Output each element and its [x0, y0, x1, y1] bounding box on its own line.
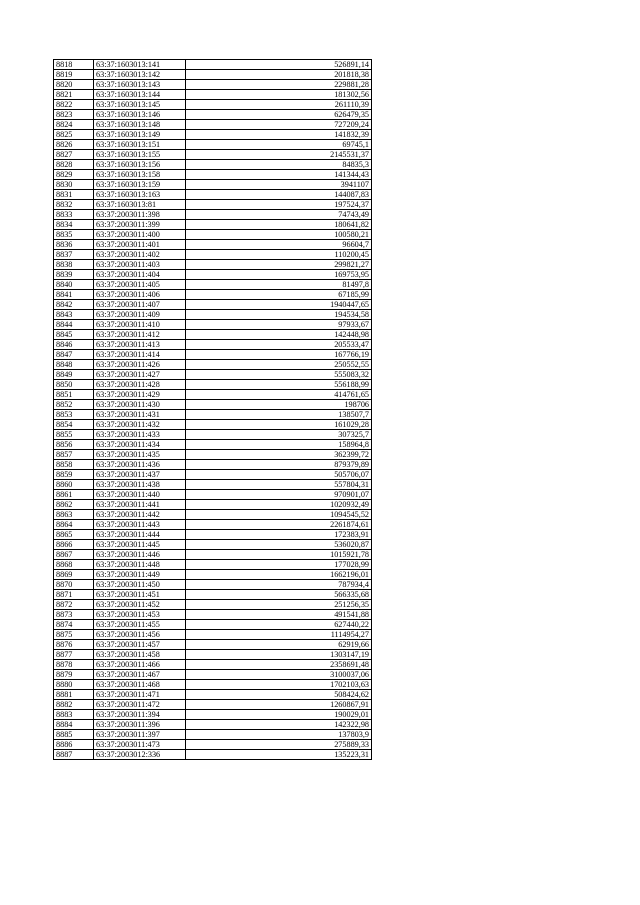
row-number-cell: 8863 [54, 510, 94, 520]
table-row [54, 600, 372, 610]
table-row [54, 310, 372, 320]
table-row [54, 330, 372, 340]
value-cell: 508424,62 [186, 690, 372, 700]
value-cell: 181302,56 [186, 90, 372, 100]
cadastral-number-cell: 63:37:2003011:433 [94, 430, 186, 440]
row-number-cell: 8820 [54, 80, 94, 90]
table-row [54, 400, 372, 410]
value-cell: 198706 [186, 400, 372, 410]
value-cell: 142322,98 [186, 720, 372, 730]
table-body [54, 60, 372, 760]
cadastral-number-cell: 63:37:2003011:448 [94, 560, 186, 570]
row-number-cell: 8850 [54, 380, 94, 390]
table-row [54, 360, 372, 370]
table-row [54, 280, 372, 290]
table-row [54, 470, 372, 480]
cadastral-number-cell: 63:37:1603013:146 [94, 110, 186, 120]
cadastral-number-cell: 63:37:2003011:394 [94, 710, 186, 720]
row-number-cell: 8834 [54, 220, 94, 230]
value-cell: 2261874,61 [186, 520, 372, 530]
cadastral-number-cell: 63:37:1603013:151 [94, 140, 186, 150]
row-number-cell: 8838 [54, 260, 94, 270]
cadastral-number-cell: 63:37:2003011:440 [94, 490, 186, 500]
table-row [54, 420, 372, 430]
row-number-cell: 8853 [54, 410, 94, 420]
value-cell: 787934,4 [186, 580, 372, 590]
value-cell: 138507,7 [186, 410, 372, 420]
row-number-cell: 8841 [54, 290, 94, 300]
value-cell: 299821,27 [186, 260, 372, 270]
row-number-cell: 8847 [54, 350, 94, 360]
cadastral-number-cell: 63:37:2003011:410 [94, 320, 186, 330]
row-number-cell: 8858 [54, 460, 94, 470]
table-row [54, 510, 372, 520]
row-number-cell: 8831 [54, 190, 94, 200]
table-row [54, 200, 372, 210]
value-cell: 180641,82 [186, 220, 372, 230]
cadastral-number-cell: 63:37:2003011:428 [94, 380, 186, 390]
cadastral-number-cell: 63:37:2003011:431 [94, 410, 186, 420]
row-number-cell: 8854 [54, 420, 94, 430]
value-cell: 135223,31 [186, 750, 372, 760]
value-cell: 556188,99 [186, 380, 372, 390]
row-number-cell: 8881 [54, 690, 94, 700]
table-row [54, 240, 372, 250]
table-row [54, 160, 372, 170]
row-number-cell: 8872 [54, 600, 94, 610]
value-cell: 505706,07 [186, 470, 372, 480]
table-row [54, 530, 372, 540]
cadastral-number-cell: 63:37:2003011:445 [94, 540, 186, 550]
value-cell: 307325,7 [186, 430, 372, 440]
cadastral-number-cell: 63:37:1603013:155 [94, 150, 186, 160]
row-number-cell: 8828 [54, 160, 94, 170]
row-number-cell: 8851 [54, 390, 94, 400]
value-cell: 2145531,37 [186, 150, 372, 160]
table-row [54, 410, 372, 420]
table-row [54, 730, 372, 740]
row-number-cell: 8843 [54, 310, 94, 320]
table-row [54, 140, 372, 150]
value-cell: 250552,55 [186, 360, 372, 370]
cadastral-number-cell: 63:37:2003011:452 [94, 600, 186, 610]
table-row [54, 100, 372, 110]
table-row [54, 540, 372, 550]
cadastral-number-cell: 63:37:2003011:466 [94, 660, 186, 670]
cadastral-number-cell: 63:37:2003011:444 [94, 530, 186, 540]
row-number-cell: 8883 [54, 710, 94, 720]
cadastral-number-cell: 63:37:2003011:398 [94, 210, 186, 220]
cadastral-number-cell: 63:37:2003012:336 [94, 750, 186, 760]
value-cell: 727209,24 [186, 120, 372, 130]
cadastral-number-cell: 63:37:2003011:413 [94, 340, 186, 350]
table-row [54, 260, 372, 270]
table-row [54, 370, 372, 380]
table-row [54, 620, 372, 630]
cadastral-number-cell: 63:37:2003011:405 [94, 280, 186, 290]
value-cell: 626479,35 [186, 110, 372, 120]
row-number-cell: 8855 [54, 430, 94, 440]
table-row [54, 380, 372, 390]
value-cell: 229881,28 [186, 80, 372, 90]
value-cell: 566335,68 [186, 590, 372, 600]
value-cell: 1662196,01 [186, 570, 372, 580]
row-number-cell: 8826 [54, 140, 94, 150]
cadastral-number-cell: 63:37:2003011:467 [94, 670, 186, 680]
row-number-cell: 8870 [54, 580, 94, 590]
table-row [54, 80, 372, 90]
value-cell: 1094545,52 [186, 510, 372, 520]
cadastral-number-cell: 63:37:2003011:450 [94, 580, 186, 590]
row-number-cell: 8865 [54, 530, 94, 540]
cadastral-number-cell: 63:37:2003011:414 [94, 350, 186, 360]
row-number-cell: 8873 [54, 610, 94, 620]
table-row [54, 680, 372, 690]
table-row [54, 220, 372, 230]
cadastral-number-cell: 63:37:2003011:429 [94, 390, 186, 400]
row-number-cell: 8839 [54, 270, 94, 280]
row-number-cell: 8871 [54, 590, 94, 600]
table-row [54, 670, 372, 680]
cadastral-number-cell: 63:37:2003011:472 [94, 700, 186, 710]
table-row [54, 230, 372, 240]
cadastral-number-cell: 63:37:1603013:141 [94, 60, 186, 70]
table-row [54, 690, 372, 700]
value-cell: 141344,43 [186, 170, 372, 180]
cadastral-number-cell: 63:37:2003011:451 [94, 590, 186, 600]
value-cell: 557804,31 [186, 480, 372, 490]
row-number-cell: 8857 [54, 450, 94, 460]
value-cell: 1303147,19 [186, 650, 372, 660]
row-number-cell: 8862 [54, 500, 94, 510]
cadastral-number-cell: 63:37:2003011:457 [94, 640, 186, 650]
table-row [54, 560, 372, 570]
row-number-cell: 8824 [54, 120, 94, 130]
table-row [54, 110, 372, 120]
row-number-cell: 8844 [54, 320, 94, 330]
cadastral-number-cell: 63:37:1603013:143 [94, 80, 186, 90]
cadastral-number-cell: 63:37:1603013:145 [94, 100, 186, 110]
value-cell: 194534,58 [186, 310, 372, 320]
table-row [54, 390, 372, 400]
table-row [54, 170, 372, 180]
cadastral-number-cell: 63:37:2003011:458 [94, 650, 186, 660]
table-row [54, 90, 372, 100]
table-row [54, 320, 372, 330]
row-number-cell: 8836 [54, 240, 94, 250]
row-number-cell: 8829 [54, 170, 94, 180]
row-number-cell: 8859 [54, 470, 94, 480]
value-cell: 261110,39 [186, 100, 372, 110]
cadastral-number-cell: 63:37:2003011:432 [94, 420, 186, 430]
row-number-cell: 8823 [54, 110, 94, 120]
value-cell: 362399,72 [186, 450, 372, 460]
cadastral-number-cell: 63:37:1603013:81 [94, 200, 186, 210]
table-row [54, 190, 372, 200]
cadastral-number-cell: 63:37:1603013:148 [94, 120, 186, 130]
cadastral-number-cell: 63:37:2003011:456 [94, 630, 186, 640]
table-row [54, 120, 372, 130]
cadastral-number-cell: 63:37:2003011:434 [94, 440, 186, 450]
cadastral-number-cell: 63:37:1603013:144 [94, 90, 186, 100]
value-cell: 491541,88 [186, 610, 372, 620]
value-cell: 137803,9 [186, 730, 372, 740]
value-cell: 141832,39 [186, 130, 372, 140]
value-cell: 110200,45 [186, 250, 372, 260]
value-cell: 158964,8 [186, 440, 372, 450]
table-row [54, 340, 372, 350]
value-cell: 275889,33 [186, 740, 372, 750]
cadastral-number-cell: 63:37:2003011:455 [94, 620, 186, 630]
cadastral-number-cell: 63:37:2003011:473 [94, 740, 186, 750]
value-cell: 62919,66 [186, 640, 372, 650]
row-number-cell: 8837 [54, 250, 94, 260]
row-number-cell: 8830 [54, 180, 94, 190]
row-number-cell: 8874 [54, 620, 94, 630]
row-number-cell: 8846 [54, 340, 94, 350]
cadastral-number-cell: 63:37:1603013:149 [94, 130, 186, 140]
row-number-cell: 8852 [54, 400, 94, 410]
cadastral-number-cell: 63:37:2003011:453 [94, 610, 186, 620]
value-cell: 205533,47 [186, 340, 372, 350]
cadastral-number-cell: 63:37:2003011:426 [94, 360, 186, 370]
value-cell: 177028,99 [186, 560, 372, 570]
cadastral-number-cell: 63:37:2003011:396 [94, 720, 186, 730]
cadastral-number-cell: 63:37:2003011:449 [94, 570, 186, 580]
value-cell: 100580,21 [186, 230, 372, 240]
table-row [54, 720, 372, 730]
cadastral-number-cell: 63:37:2003011:437 [94, 470, 186, 480]
table-row [54, 740, 372, 750]
table-row [54, 590, 372, 600]
table-row [54, 500, 372, 510]
value-cell: 627440,22 [186, 620, 372, 630]
row-number-cell: 8875 [54, 630, 94, 640]
table-row [54, 710, 372, 720]
table-row [54, 700, 372, 710]
value-cell: 96604,7 [186, 240, 372, 250]
value-cell: 97933,67 [186, 320, 372, 330]
row-number-cell: 8885 [54, 730, 94, 740]
cadastral-number-cell: 63:37:1603013:156 [94, 160, 186, 170]
value-cell: 879379,89 [186, 460, 372, 470]
value-cell: 1020932,49 [186, 500, 372, 510]
value-cell: 251256,35 [186, 600, 372, 610]
value-cell: 142448,98 [186, 330, 372, 340]
value-cell: 67185,99 [186, 290, 372, 300]
cadastral-number-cell: 63:37:2003011:442 [94, 510, 186, 520]
value-cell: 1114954,27 [186, 630, 372, 640]
row-number-cell: 8860 [54, 480, 94, 490]
table-row [54, 480, 372, 490]
value-cell: 1260867,91 [186, 700, 372, 710]
row-number-cell: 8869 [54, 570, 94, 580]
row-number-cell: 8842 [54, 300, 94, 310]
cadastral-number-cell: 63:37:2003011:438 [94, 480, 186, 490]
cadastral-number-cell: 63:37:2003011:436 [94, 460, 186, 470]
table-row [54, 210, 372, 220]
row-number-cell: 8821 [54, 90, 94, 100]
value-cell: 970901,07 [186, 490, 372, 500]
row-number-cell: 8868 [54, 560, 94, 570]
cadastral-number-cell: 63:37:2003011:412 [94, 330, 186, 340]
table-row [54, 60, 372, 70]
cadastral-number-cell: 63:37:2003011:446 [94, 550, 186, 560]
value-cell: 3941107 [186, 180, 372, 190]
row-number-cell: 8856 [54, 440, 94, 450]
row-number-cell: 8848 [54, 360, 94, 370]
row-number-cell: 8886 [54, 740, 94, 750]
value-cell: 169753,95 [186, 270, 372, 280]
row-number-cell: 8882 [54, 700, 94, 710]
table-row [54, 640, 372, 650]
data-table [53, 59, 372, 760]
cadastral-number-cell: 63:37:2003011:409 [94, 310, 186, 320]
value-cell: 74743,49 [186, 210, 372, 220]
value-cell: 1015921,78 [186, 550, 372, 560]
value-cell: 144087,83 [186, 190, 372, 200]
cadastral-number-cell: 63:37:2003011:430 [94, 400, 186, 410]
row-number-cell: 8877 [54, 650, 94, 660]
table-row [54, 130, 372, 140]
table-row [54, 570, 372, 580]
table-row [54, 300, 372, 310]
row-number-cell: 8878 [54, 660, 94, 670]
value-cell: 536020,87 [186, 540, 372, 550]
value-cell: 81497,8 [186, 280, 372, 290]
table-row [54, 550, 372, 560]
row-number-cell: 8835 [54, 230, 94, 240]
row-number-cell: 8845 [54, 330, 94, 340]
value-cell: 3100037,06 [186, 670, 372, 680]
value-cell: 161029,28 [186, 420, 372, 430]
table-row [54, 150, 372, 160]
row-number-cell: 8876 [54, 640, 94, 650]
cadastral-number-cell: 63:37:2003011:397 [94, 730, 186, 740]
row-number-cell: 8833 [54, 210, 94, 220]
cadastral-number-cell: 63:37:1603013:158 [94, 170, 186, 180]
value-cell: 69745,1 [186, 140, 372, 150]
cadastral-number-cell: 63:37:1603013:163 [94, 190, 186, 200]
cadastral-number-cell: 63:37:2003011:443 [94, 520, 186, 530]
value-cell: 526891,14 [186, 60, 372, 70]
value-cell: 84835,3 [186, 160, 372, 170]
table-row [54, 580, 372, 590]
value-cell: 1940447,65 [186, 300, 372, 310]
table-row [54, 70, 372, 80]
row-number-cell: 8879 [54, 670, 94, 680]
value-cell: 167766,19 [186, 350, 372, 360]
row-number-cell: 8861 [54, 490, 94, 500]
table-row [54, 440, 372, 450]
table-row [54, 750, 372, 760]
value-cell: 190029,01 [186, 710, 372, 720]
table-row [54, 270, 372, 280]
table-row [54, 490, 372, 500]
value-cell: 172383,91 [186, 530, 372, 540]
cadastral-number-cell: 63:37:2003011:407 [94, 300, 186, 310]
table-row [54, 610, 372, 620]
row-number-cell: 8818 [54, 60, 94, 70]
value-cell: 2358691,48 [186, 660, 372, 670]
row-number-cell: 8832 [54, 200, 94, 210]
row-number-cell: 8849 [54, 370, 94, 380]
value-cell: 201818,38 [186, 70, 372, 80]
table-row [54, 460, 372, 470]
row-number-cell: 8822 [54, 100, 94, 110]
table-row [54, 180, 372, 190]
table-row [54, 660, 372, 670]
row-number-cell: 8864 [54, 520, 94, 530]
cadastral-number-cell: 63:37:2003011:403 [94, 260, 186, 270]
cadastral-number-cell: 63:37:2003011:427 [94, 370, 186, 380]
cadastral-number-cell: 63:37:2003011:402 [94, 250, 186, 260]
table-row [54, 250, 372, 260]
table-row [54, 520, 372, 530]
table-row [54, 290, 372, 300]
value-cell: 197524,37 [186, 200, 372, 210]
row-number-cell: 8867 [54, 550, 94, 560]
row-number-cell: 8887 [54, 750, 94, 760]
value-cell: 1702103,63 [186, 680, 372, 690]
cadastral-number-cell: 63:37:2003011:468 [94, 680, 186, 690]
cadastral-number-cell: 63:37:2003011:399 [94, 220, 186, 230]
cadastral-number-cell: 63:37:2003011:435 [94, 450, 186, 460]
cadastral-number-cell: 63:37:2003011:400 [94, 230, 186, 240]
table-row [54, 630, 372, 640]
table-row [54, 450, 372, 460]
cadastral-number-cell: 63:37:2003011:401 [94, 240, 186, 250]
cadastral-number-cell: 63:37:1603013:142 [94, 70, 186, 80]
cadastral-number-cell: 63:37:1603013:159 [94, 180, 186, 190]
value-cell: 414761,65 [186, 390, 372, 400]
cadastral-number-cell: 63:37:2003011:404 [94, 270, 186, 280]
cadastral-number-cell: 63:37:2003011:406 [94, 290, 186, 300]
row-number-cell: 8819 [54, 70, 94, 80]
table-row [54, 350, 372, 360]
row-number-cell: 8840 [54, 280, 94, 290]
row-number-cell: 8827 [54, 150, 94, 160]
cadastral-number-cell: 63:37:2003011:471 [94, 690, 186, 700]
row-number-cell: 8825 [54, 130, 94, 140]
table-row [54, 650, 372, 660]
row-number-cell: 8884 [54, 720, 94, 730]
value-cell: 555083,32 [186, 370, 372, 380]
cadastral-number-cell: 63:37:2003011:441 [94, 500, 186, 510]
row-number-cell: 8880 [54, 680, 94, 690]
row-number-cell: 8866 [54, 540, 94, 550]
table-row [54, 430, 372, 440]
